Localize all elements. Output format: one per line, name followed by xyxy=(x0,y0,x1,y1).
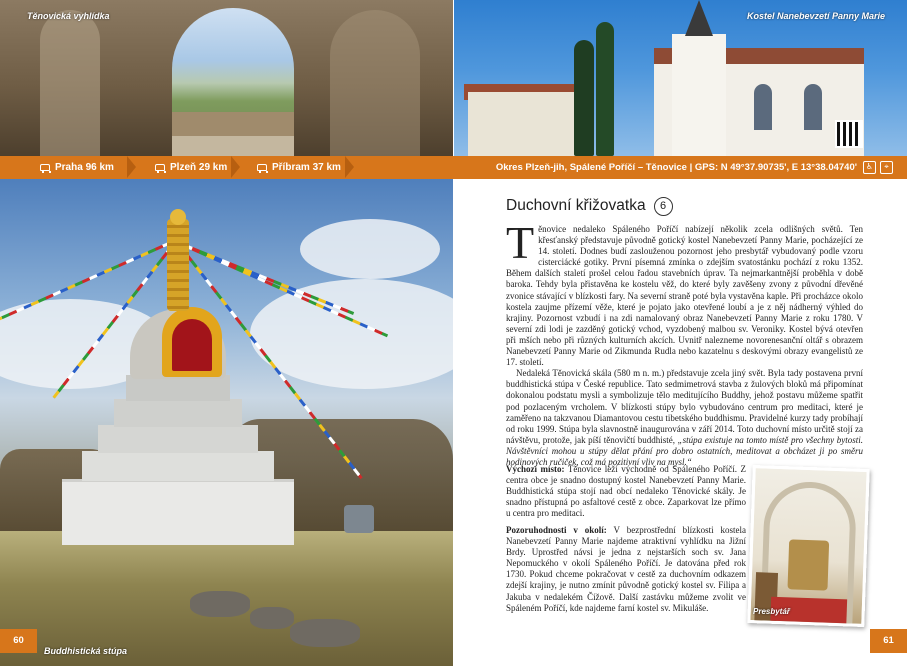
paragraph-stupa-text: Nedaleká Těnovická skála (580 m n. m.) představuje zcela jiný svět. Byla tady postavena první buddhistická stúpa v České republice. Tato sedmimetrová stavba z žulových bloků má připomínat dokonalou podstatu mysli a symbolizuje tělo meditujícího Buddhy, jehož postavu můžeme spatřit pod pozlaceným vrcholem. V blízkosti stúpy bylo vybudováno centrum pro meditaci, které je zaměřeno na takzvanou Diamantovou cestu tibetského buddhismu. Pravidelné kurzy tady probíhají od roku 1999. Stúpa byla slavnostně inaugurována v září 2014. Toto duchovní místo určitě stojí za návštěvu, protože, jak píší těnovičtí buddhisté, xyxy=(506,368,863,445)
arch-pillar xyxy=(330,10,420,156)
caption-stupa: Buddhistická stúpa xyxy=(44,646,128,656)
cloud xyxy=(300,219,440,279)
drop-cap: T xyxy=(506,217,535,268)
directions-section xyxy=(506,464,746,519)
rock xyxy=(250,607,294,629)
article-title: Duchovní křižovatka xyxy=(506,197,646,214)
paragraph-stupa-quote: „stúpa existuje na tomto místě pro všechny bytosti. Návštěvníci mohou u stúpy dělat přání pro dobro ostatních, meditovat a obcházet ji po směru hodinových ručiček, což má pozitivní vliv na mysl.“ xyxy=(506,434,863,467)
article-number-badge: 6 xyxy=(654,197,673,216)
rock xyxy=(190,591,250,617)
sights-section xyxy=(506,525,746,614)
photo-stupa xyxy=(0,179,453,666)
caption-church: Kostel Nanebevzetí Panny Marie xyxy=(746,11,885,21)
church-tower xyxy=(672,34,726,156)
car-icon xyxy=(257,164,267,171)
article-heading xyxy=(506,194,863,218)
distance-plzen xyxy=(155,156,227,179)
stupa-step xyxy=(82,451,274,481)
barrel xyxy=(344,505,374,533)
church-window xyxy=(754,84,772,130)
arch-pillar xyxy=(40,10,100,156)
stupa-base xyxy=(62,479,294,545)
article xyxy=(506,194,863,468)
photo-presbytery xyxy=(747,465,869,627)
directions-label: Výchozí místo: xyxy=(506,464,565,474)
stupa-finial xyxy=(170,209,186,225)
directions-text: Těnovice leží východně od Spáleného Poříčí. Z centra obce je snadno dostupný kostel Nanebevzetí Panny Marie. Buddhistická stúpa stojí nad obcí nedaleko Těnovické skály. Je snadno přístupná po asfaltové cestě z obce. Zaparkovat lze přímo u centra pro meditaci. xyxy=(506,464,746,519)
cypress-tree xyxy=(574,40,594,156)
distance-pribram xyxy=(257,156,341,179)
church-window xyxy=(804,84,822,130)
photo-church xyxy=(454,0,907,156)
paragraph-church xyxy=(506,217,863,368)
stupa-spire xyxy=(167,219,189,311)
accessibility-icon: ♿ xyxy=(863,161,876,174)
distance-label: Příbram 37 km xyxy=(272,162,341,173)
distance-label: Praha 96 km xyxy=(55,162,114,173)
page-number-right: 61 xyxy=(870,629,907,653)
distance-label: Plzeň 29 km xyxy=(170,162,228,173)
sights-text: V bezprostřední blízkosti kostela Nanebevzetí Panny Marie najdeme atraktivní vyhlídku na Jižní Brdy. Uprostřed návsi je jedna z nejstarších soch sv. Jana Nepomuckého v okolí Spáleného Poříčí. Je datována před rok 1730. Pokud chceme pokračovat v cestě za duchovním odkazem zdejší krajiny, je nutno zmínit původně gotický kostel sv. Filipa a Jakuba v nedalekém Čížově. Další zastávku můžeme zvolit ve Spáleném Poříčí, kde najdeme farní kostel sv. Mikuláše. xyxy=(506,525,746,613)
altar xyxy=(787,539,829,590)
caption-lookout: Těnovická vyhlídka xyxy=(27,11,110,21)
photo-lookout xyxy=(0,0,453,156)
arch-view xyxy=(172,8,294,156)
chevron-divider xyxy=(231,156,240,178)
buddha-statue xyxy=(172,319,212,371)
stupa-step xyxy=(98,425,258,453)
stupa-step xyxy=(114,399,242,427)
paragraph-stupa xyxy=(506,368,863,468)
chevron-divider xyxy=(345,156,354,178)
info-bar xyxy=(0,156,907,179)
qr-code-icon[interactable] xyxy=(835,120,863,148)
map-icon: ⌖ xyxy=(880,161,893,174)
distance-praha xyxy=(40,156,114,179)
location-gps: Okres Plzeň-jih, Spálené Poříčí – Těnovice | GPS: N 49°37.90735', E 13°38.04740' xyxy=(495,162,857,173)
house xyxy=(468,92,578,156)
terrace-floor xyxy=(172,136,294,156)
rock xyxy=(290,619,360,647)
car-icon xyxy=(155,164,165,171)
page-number-left: 60 xyxy=(0,629,37,653)
railing xyxy=(172,112,294,136)
chevron-divider xyxy=(127,156,136,178)
church-spire xyxy=(685,0,713,36)
caption-presbytery: Presbytář xyxy=(753,607,790,616)
sights-label: Pozoruhodnosti v okolí: xyxy=(506,525,607,535)
car-icon xyxy=(40,164,50,171)
cypress-tree xyxy=(596,22,614,156)
paragraph-church-text: ěnovice nedaleko Spáleného Poříčí nabízejí několik zcela odlišných světů. Ten křesťanský představuje původně gotický kostel Nanebevzetí Panny Marie, pocházející ze 14. století. Dodnes budí zaslouženou pozornost jeho presbytář vybudovaný podle vzoru cisterciácké gotiky. První písemná zmínka o zdejším svatostánku pochází z roku 1352. Během dalších staletí prošel celou řadou stavebních úprav. Ta nejmarkantnější proběhla v době baroka. Tehdy byla přistavěna ke kostelu věž, do které byly zavěšeny zvony z původní dřevěné zvonice stávající v blízkosti fary. Na severní straně poté byla vystavěna kaple. Při procházce okolo kostela zaujme přízemí věže, které je pojato jako otevřené loubí a je z něj nádherný výhled do krajiny. Pozornost vzbudí i na zdi namalovaný obraz Nanebevzetí Panny Marie z roku 1780. V severní zdi lodi je zazděný gotický vchod, vyzdobený malbou sv. Veroniky. Kostel bývá otevřen při mších nebo při různých kulturních akcích. Uvnitř nalezneme novorenesanční oltář s obrazem Nanebevzetí Panny Marie od Zikmunda Rudla nebo kazatelnu s deskovými obrazy evangelistů ze 17. století. xyxy=(506,224,863,368)
